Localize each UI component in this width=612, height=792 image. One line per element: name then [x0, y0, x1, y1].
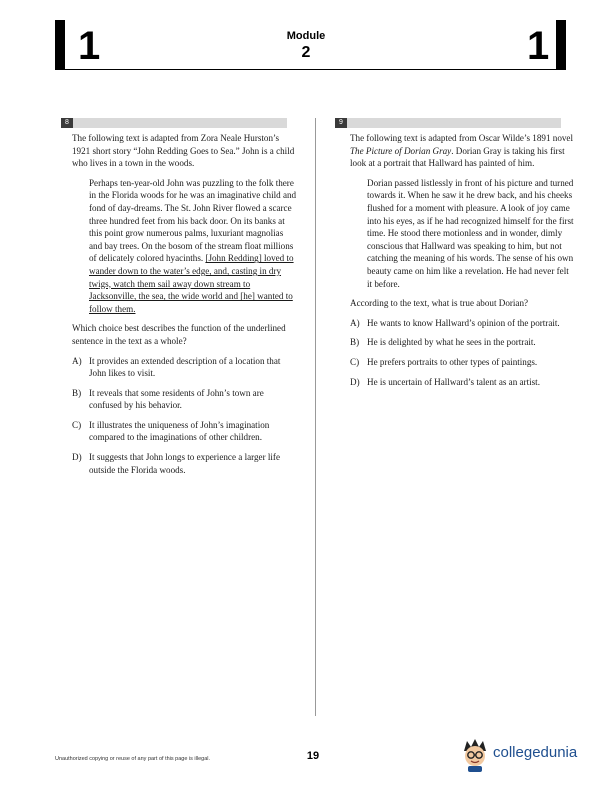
module-number: 2	[301, 44, 311, 61]
choice-text: He is delighted by what he sees in the portrait.	[367, 337, 536, 348]
brand-logo[interactable]	[459, 735, 594, 775]
choice-text: It reveals that some residents of John’s town are confused by his behavior.	[89, 387, 264, 411]
q8-choice-d[interactable]	[72, 451, 298, 476]
choice-text: It illustrates the uniqueness of John’s imagination compared to the imaginations of other children.	[89, 419, 270, 443]
q8-question: Which choice best describes the function of the underlined sentence in the text as a whole?	[72, 323, 286, 346]
choice-letter: C)	[72, 419, 82, 430]
q9-choice-c[interactable]	[350, 356, 576, 369]
q8-passage-text: Perhaps ten-year-old John was puzzling to the folk there in the Florida woods for he was an imaginative child and fond of day-dreams. The St. John River flowed a scarce three hundred feet from his back door. On its banks at this point grow numerous palms, luxuriant magnolias and bay trees. On the bosom of the stream float millions of delicately colored hyacinths.	[89, 177, 297, 264]
choice-text: It provides an extended description of a location that John likes to visit.	[89, 355, 281, 379]
choice-letter: D)	[350, 376, 360, 387]
q9-question: According to the text, what is true about Dorian?	[350, 298, 529, 309]
copyright-notice: Unauthorized copying or reuse of any part of this page is illegal.	[55, 756, 211, 762]
header-right-number: 1	[527, 24, 550, 68]
q9-intro-title: The Picture of Dorian Gray	[350, 145, 452, 156]
question-8-bar	[61, 118, 287, 128]
choice-text: It suggests that John longs to experience a larger life outside the Florida woods.	[89, 452, 280, 475]
question-9	[350, 132, 576, 395]
column-divider	[315, 118, 316, 716]
choice-letter: D)	[72, 452, 82, 463]
choice-text: He is uncertain of Hallward’s talent as an artist.	[367, 376, 540, 387]
choice-letter: B)	[350, 337, 360, 348]
header-rule	[55, 69, 566, 70]
q9-choice-a[interactable]	[350, 317, 576, 330]
choice-letter: C)	[350, 356, 360, 367]
header-left-block	[55, 20, 65, 70]
q9-choice-b[interactable]	[350, 336, 576, 349]
question-9-number: 9	[335, 118, 347, 128]
header-left-number: 1	[78, 24, 101, 68]
q8-choice-a[interactable]	[72, 355, 298, 380]
choice-text: He wants to know Hallward’s opinion of the portrait.	[367, 317, 560, 328]
brand-name: collegedunia	[493, 744, 578, 761]
page-number: 19	[306, 750, 320, 762]
q8-choice-b[interactable]	[72, 387, 298, 412]
choice-letter: A)	[350, 317, 360, 328]
module-label: Module	[286, 30, 326, 42]
question-9-bar	[335, 118, 561, 128]
q9-passage: Dorian passed listlessly in front of his picture and turned towards it. When he saw it he drew back, and his cheeks flushed for a moment with pleasure. A look of joy came into his eyes, as if he had recognized himself for the first time. He stood there motionless and in wonder, dimly conscious that Hallward was speaking to him, but not catching the meaning of his words. The sense of his own beauty came on him like a revelation. He had never felt it before.	[367, 177, 574, 289]
question-8-number: 8	[61, 118, 73, 128]
mascot-icon	[459, 737, 491, 773]
q9-intro	[350, 132, 576, 170]
q9-choice-d[interactable]	[350, 376, 576, 389]
q8-passage	[89, 177, 298, 316]
q8-choice-c[interactable]	[72, 419, 298, 444]
q8-underlined-sentence: [John Redding] loved to wander down to the water’s edge, and, casting in dry twigs, watch them sail away down stream to Jacksonville, the sea, the wide world and [he] wanted to follow them.	[89, 253, 294, 314]
choice-letter: A)	[72, 355, 82, 366]
q9-intro-end: . Dorian Gray is taking his first look at a portrait that Hallward has painted of him.	[350, 145, 565, 169]
choice-text: He prefers portraits to other types of paintings.	[367, 356, 538, 367]
q9-intro-start: The following text is adapted from Oscar Wilde’s 1891 novel	[350, 133, 573, 143]
question-8	[72, 132, 298, 483]
header-right-block	[556, 20, 566, 70]
q8-intro: The following text is adapted from Zora Neale Hurston’s 1921 short story “John Redding Goes to Sea.” John is a child who lives in a town in the woods.	[72, 133, 295, 169]
choice-letter: B)	[72, 387, 82, 398]
